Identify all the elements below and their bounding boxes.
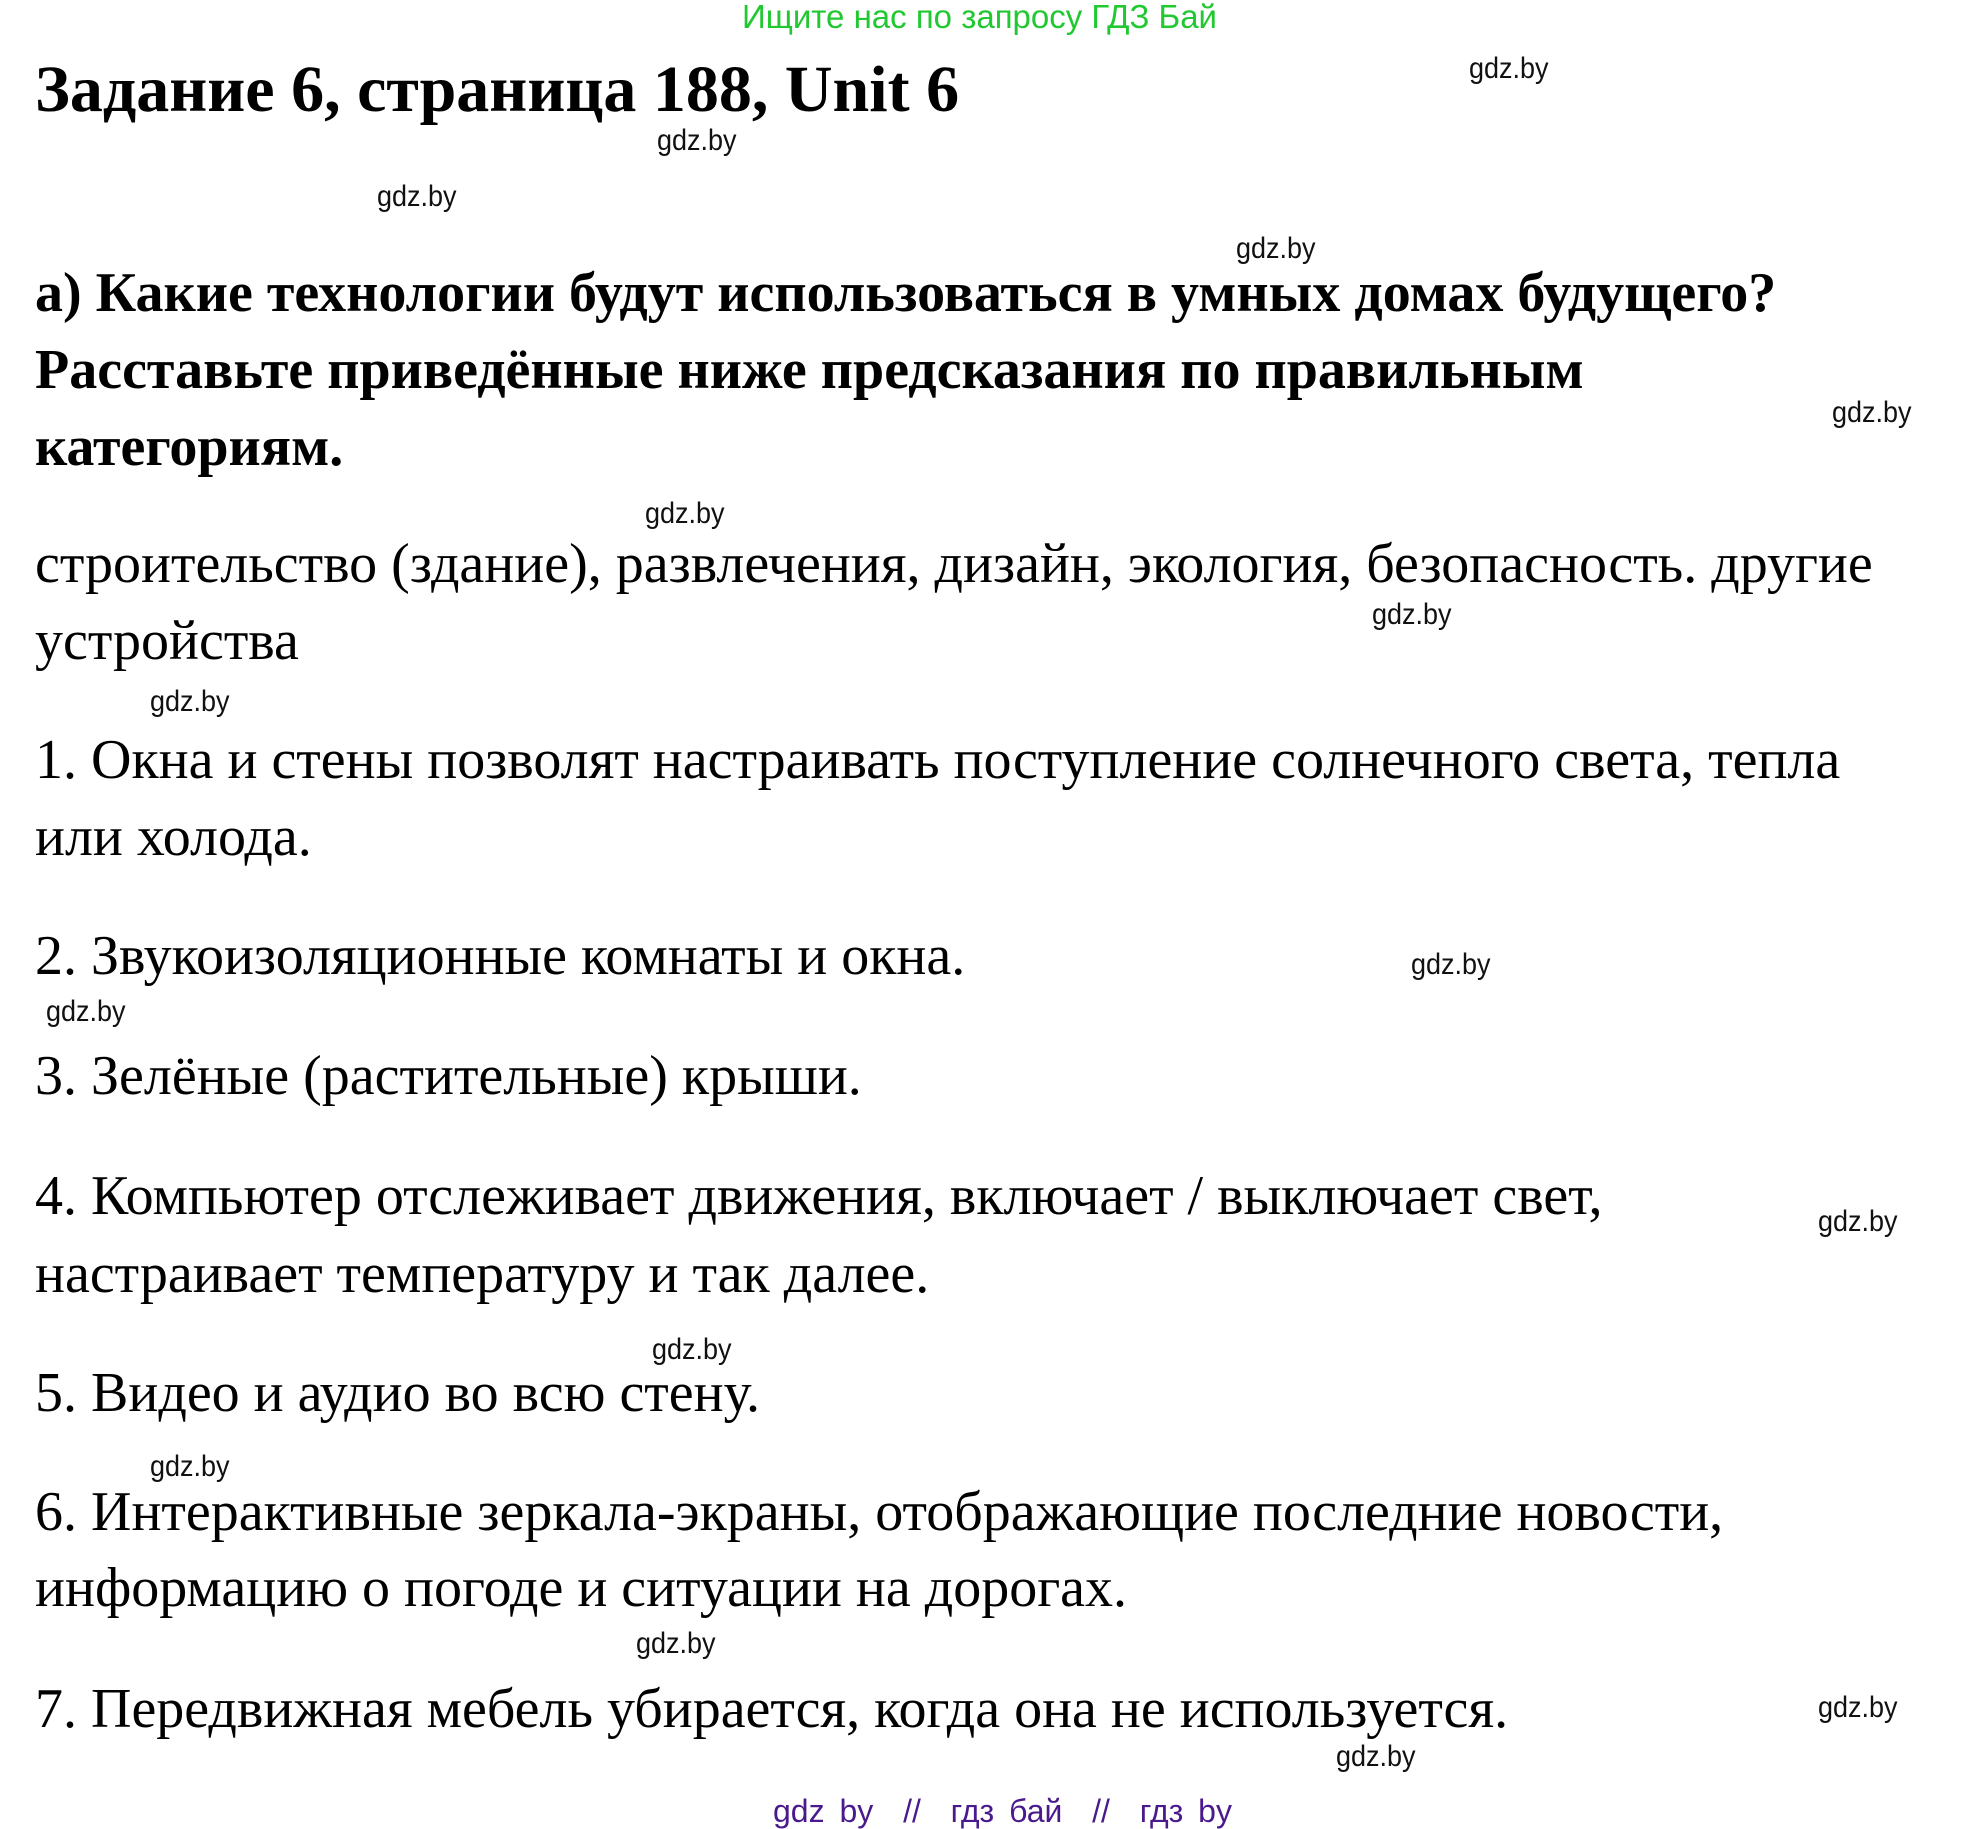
item-line: настраивает температуру и так далее. bbox=[35, 1243, 930, 1305]
watermark: gdz.by bbox=[1469, 52, 1549, 85]
watermark: gdz.by bbox=[46, 995, 126, 1028]
watermark: gdz.by bbox=[1236, 232, 1316, 265]
page-title: Задание 6, страница 188, Unit 6 bbox=[35, 53, 960, 126]
item-line: или холода. bbox=[35, 806, 312, 868]
watermark: gdz.by bbox=[150, 685, 230, 718]
watermark: gdz.by bbox=[1818, 1691, 1898, 1724]
categories-line: строительство (здание), развлечения, дизайн, экология, безопасность. другие bbox=[35, 533, 1873, 595]
categories-line: устройства bbox=[35, 610, 299, 672]
item-line: 3. Зелёные (растительные) крыши. bbox=[35, 1045, 862, 1107]
item-line: 1. Окна и стены позволят настраивать поступление солнечного света, тепла bbox=[35, 729, 1841, 791]
item-line: 4. Компьютер отслеживает движения, включает / выключает свет, bbox=[35, 1165, 1603, 1227]
watermark: gdz.by bbox=[1336, 1740, 1416, 1773]
item-line: 6. Интерактивные зеркала-экраны, отображающие последние новости, bbox=[35, 1481, 1724, 1543]
item-line: 5. Видео и аудио во всю стену. bbox=[35, 1362, 760, 1424]
watermark: gdz.by bbox=[657, 124, 737, 157]
watermark: gdz.by bbox=[1832, 396, 1912, 429]
question-line: Расставьте приведённые ниже предсказания по правильным bbox=[35, 339, 1584, 401]
watermark: gdz.by bbox=[150, 1450, 230, 1483]
question-line: категориям. bbox=[35, 416, 344, 478]
item-line: 2. Звукоизоляционные комнаты и окна. bbox=[35, 925, 966, 987]
item-line: информацию о погоде и ситуации на дорогах. bbox=[35, 1557, 1128, 1619]
watermark: gdz.by bbox=[377, 180, 457, 213]
footer-links: gdz by // гдз бай // гдз by bbox=[773, 1793, 1232, 1829]
watermark: gdz.by bbox=[1411, 948, 1491, 981]
watermark: gdz.by bbox=[1818, 1205, 1898, 1238]
item-line: 7. Передвижная мебель убирается, когда она не используется. bbox=[35, 1678, 1509, 1740]
question-line: а) Какие технологии будут использоваться в умных домах будущего? bbox=[35, 262, 1777, 324]
watermark: gdz.by bbox=[652, 1333, 732, 1366]
watermark: gdz.by bbox=[645, 497, 725, 530]
promo-banner: Ищите нас по запросу ГДЗ Бай bbox=[742, 0, 1217, 35]
watermark: gdz.by bbox=[636, 1627, 716, 1660]
watermark: gdz.by bbox=[1372, 598, 1452, 631]
